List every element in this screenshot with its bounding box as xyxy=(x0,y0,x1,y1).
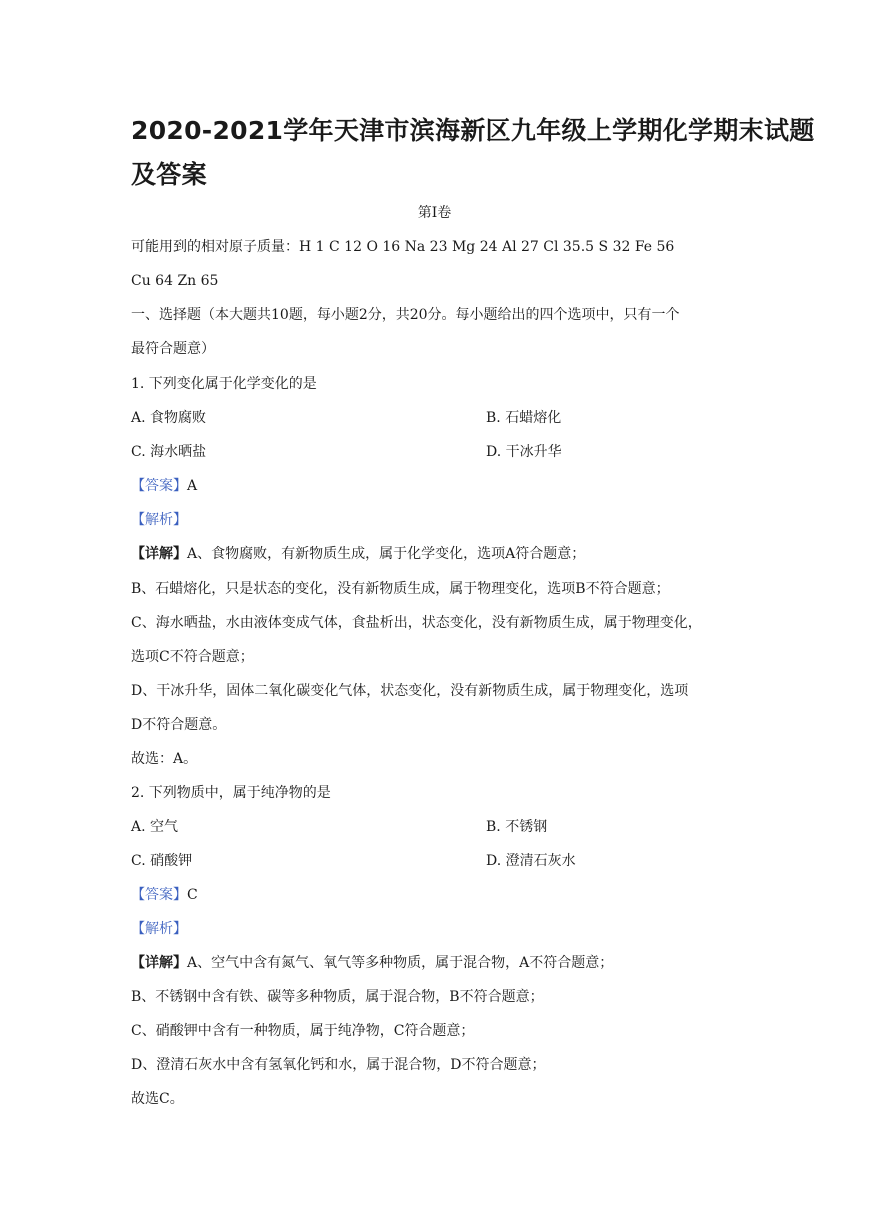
q2-conclusion: 故选C。 xyxy=(131,1091,184,1107)
q1-detail-c1: C、海水晒盐，水由液体变成气体，食盐析出，状态变化，没有新物质生成，属于物理变化， xyxy=(131,615,702,631)
q2-detail-c: C、硝酸钾中含有一种物质，属于纯净物，C符合题意； xyxy=(131,1023,475,1039)
q1-conclusion: 故选：A。 xyxy=(131,751,198,767)
q1-analysis-label: 【解析】 xyxy=(131,512,187,528)
section-heading-line2: 最符合题意） xyxy=(131,341,215,357)
q2-option-a: A. 空气 xyxy=(131,819,179,835)
q1-detail-c2: 选项C不符合题意； xyxy=(131,649,254,665)
q1-detail-a xyxy=(131,544,585,564)
q2-answer xyxy=(131,885,198,905)
atomic-masses-line2: Cu 64 Zn 65 xyxy=(131,273,219,289)
q2-answer-label: 【答案】 xyxy=(131,887,187,903)
q2-analysis-label: 【解析】 xyxy=(131,921,187,937)
q1-answer-value: A xyxy=(187,478,198,494)
q1-detail-a-text: A、食物腐败，有新物质生成，属于化学变化，选项A符合题意； xyxy=(187,546,586,562)
q2-detail-d: D、澄清石灰水中含有氢氧化钙和水，属于混合物，D不符合题意； xyxy=(131,1057,546,1073)
q2-detail-a-text: A、空气中含有氮气、氧气等多种物质，属于混合物，A不符合题意； xyxy=(187,955,614,971)
q1-detail-b: B、石蜡熔化，只是状态的变化，没有新物质生成，属于物理变化，选项B不符合题意； xyxy=(131,581,670,597)
q1-stem: 1. 下列变化属于化学变化的是 xyxy=(131,376,317,392)
section-heading-line1: 一、选择题（本大题共10题，每小题2分，共20分。每小题给出的四个选项中，只有一个 xyxy=(131,307,680,323)
q1-detail-d1: D、干冰升华，固体二氧化碳变化气体，状态变化，没有新物质生成，属于物理变化，选项 xyxy=(131,683,689,699)
q1-option-c: C. 海水晒盐 xyxy=(131,444,207,460)
q1-option-b: B. 石蜡熔化 xyxy=(486,410,562,426)
q2-detail-label: 【详解】 xyxy=(131,955,187,971)
q2-detail-b: B、不锈钢中含有铁、碳等多种物质，属于混合物，B不符合题意； xyxy=(131,989,544,1005)
document-title-line1: 2020-2021学年天津市滨海新区九年级上学期化学期末试题 xyxy=(131,116,815,145)
q1-detail-label: 【详解】 xyxy=(131,546,187,562)
q2-detail-a xyxy=(131,953,613,973)
q2-answer-value: C xyxy=(187,887,198,903)
document-title-line2: 及答案 xyxy=(131,160,207,189)
q2-option-b: B. 不锈钢 xyxy=(486,819,548,835)
q2-stem: 2. 下列物质中，属于纯净物的是 xyxy=(131,785,331,801)
atomic-masses-line1: 可能用到的相对原子质量：H 1 C 12 O 16 Na 23 Mg 24 Al 27 Cl 35.5 S 32 Fe 56 xyxy=(131,239,675,255)
q1-answer xyxy=(131,476,197,496)
volume-heading: 第I卷 xyxy=(417,205,452,221)
q2-option-d: D. 澄清石灰水 xyxy=(486,853,576,869)
q2-option-c: C. 硝酸钾 xyxy=(131,853,193,869)
q1-detail-d2: D不符合题意。 xyxy=(131,717,227,733)
q1-answer-label: 【答案】 xyxy=(131,478,187,494)
q1-option-d: D. 干冰升华 xyxy=(486,444,562,460)
q1-option-a: A. 食物腐败 xyxy=(131,410,207,426)
